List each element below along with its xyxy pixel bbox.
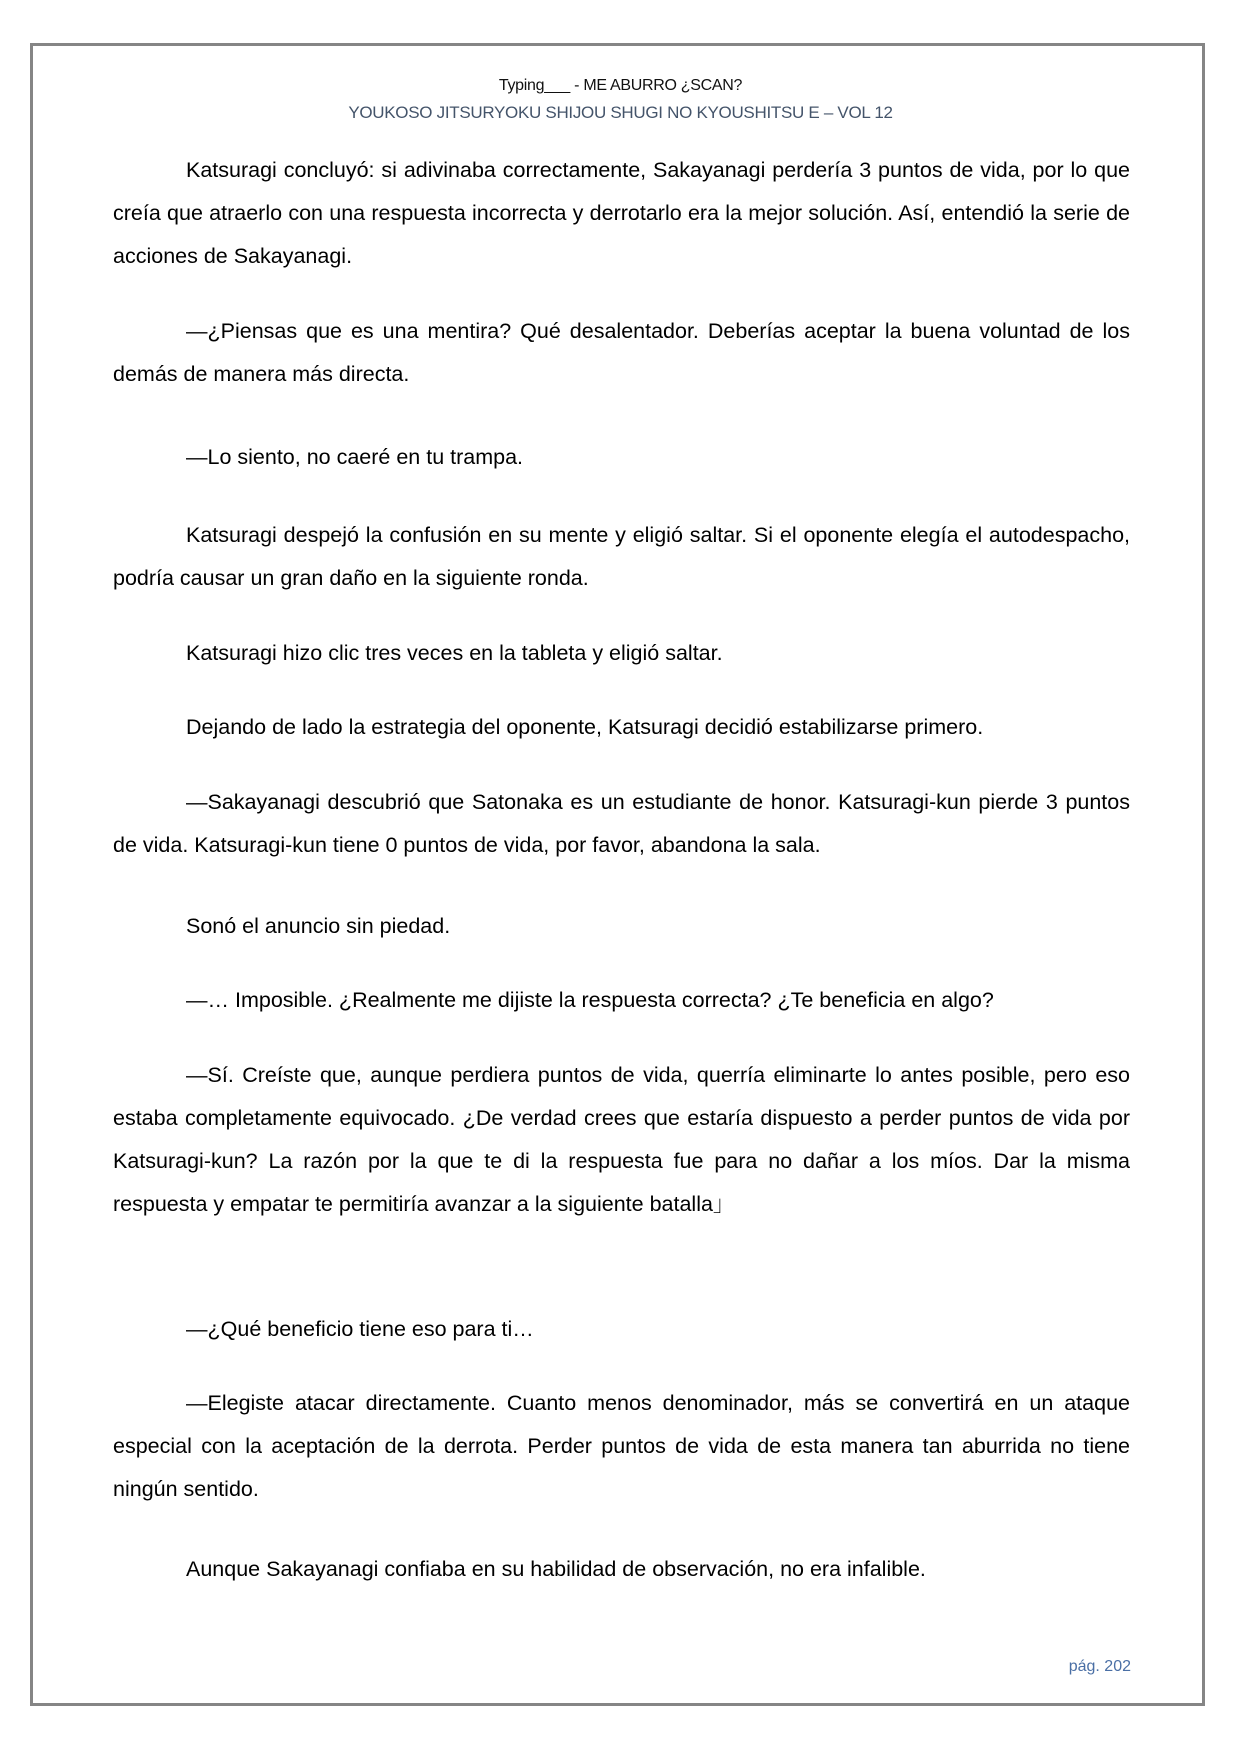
paragraph: Dejando de lado la estrategia del oponente, Katsuragi decidió estabilizarse primero. <box>186 715 984 739</box>
paragraph: Katsuragi despejó la confusión en su mente y eligió saltar. Si el oponente elegía el autodespacho, podría causar un gran daño en la siguiente ronda. <box>113 523 1130 590</box>
paragraph: Aunque Sakayanagi confiaba en su habilidad de observación, no era infalible. <box>186 1557 926 1581</box>
header-title: YOUKOSO JITSURYOKU SHIJOU SHUGI NO KYOUSHITSU E – VOL 12 <box>348 103 893 122</box>
paragraph: —Lo siento, no caeré en tu trampa. <box>186 445 524 469</box>
paragraph: —¿Piensas que es una mentira? Qué desalentador. Deberías aceptar la buena voluntad de los demás de manera más directa. <box>113 319 1130 386</box>
paragraph: —Sakayanagi descubrió que Satonaka es un estudiante de honor. Katsuragi-kun pierde 3 puntos de vida. Katsuragi-kun tiene 0 puntos de vida, por favor, abandona la sala. <box>113 790 1130 857</box>
paragraph: —… Imposible. ¿Realmente me dijiste la respuesta correcta? ¿Te beneficia en algo? <box>186 988 994 1012</box>
paragraph: —Elegiste atacar directamente. Cuanto menos denominador, más se convertirá en un ataque especial con la aceptación de la derrota. Perder puntos de vida de esta manera tan aburrida no tiene ningún sentido. <box>113 1391 1130 1501</box>
page-number: pág. 202 <box>1068 1658 1131 1675</box>
paragraph: —¿Qué beneficio tiene eso para ti… <box>186 1317 534 1341</box>
paragraph: Katsuragi hizo clic tres veces en la tableta y eligió saltar. <box>186 641 723 665</box>
paragraph: Sonó el anuncio sin piedad. <box>186 914 451 938</box>
paragraph: Katsuragi concluyó: si adivinaba correctamente, Sakayanagi perdería 3 puntos de vida, por lo que creía que atraerlo con una respuesta incorrecta y derrotarlo era la mejor solución. Así, entendió la serie de acciones de Sakayanagi. <box>113 158 1130 268</box>
header-credit: Typing___ - ME ABURRO ¿SCAN? <box>498 77 743 94</box>
paragraph: —Sí. Creíste que, aunque perdiera puntos de vida, querría eliminarte lo antes posible, pero eso estaba completamente equivocado. ¿De verdad crees que estaría dispuesto a perder puntos de vida por Katsuragi-kun? La razón por la que te di la respuesta fue para no dañar a los míos. Dar la misma respuesta y empatar te permitiría avanzar a la siguiente batalla」 <box>113 1063 1130 1216</box>
